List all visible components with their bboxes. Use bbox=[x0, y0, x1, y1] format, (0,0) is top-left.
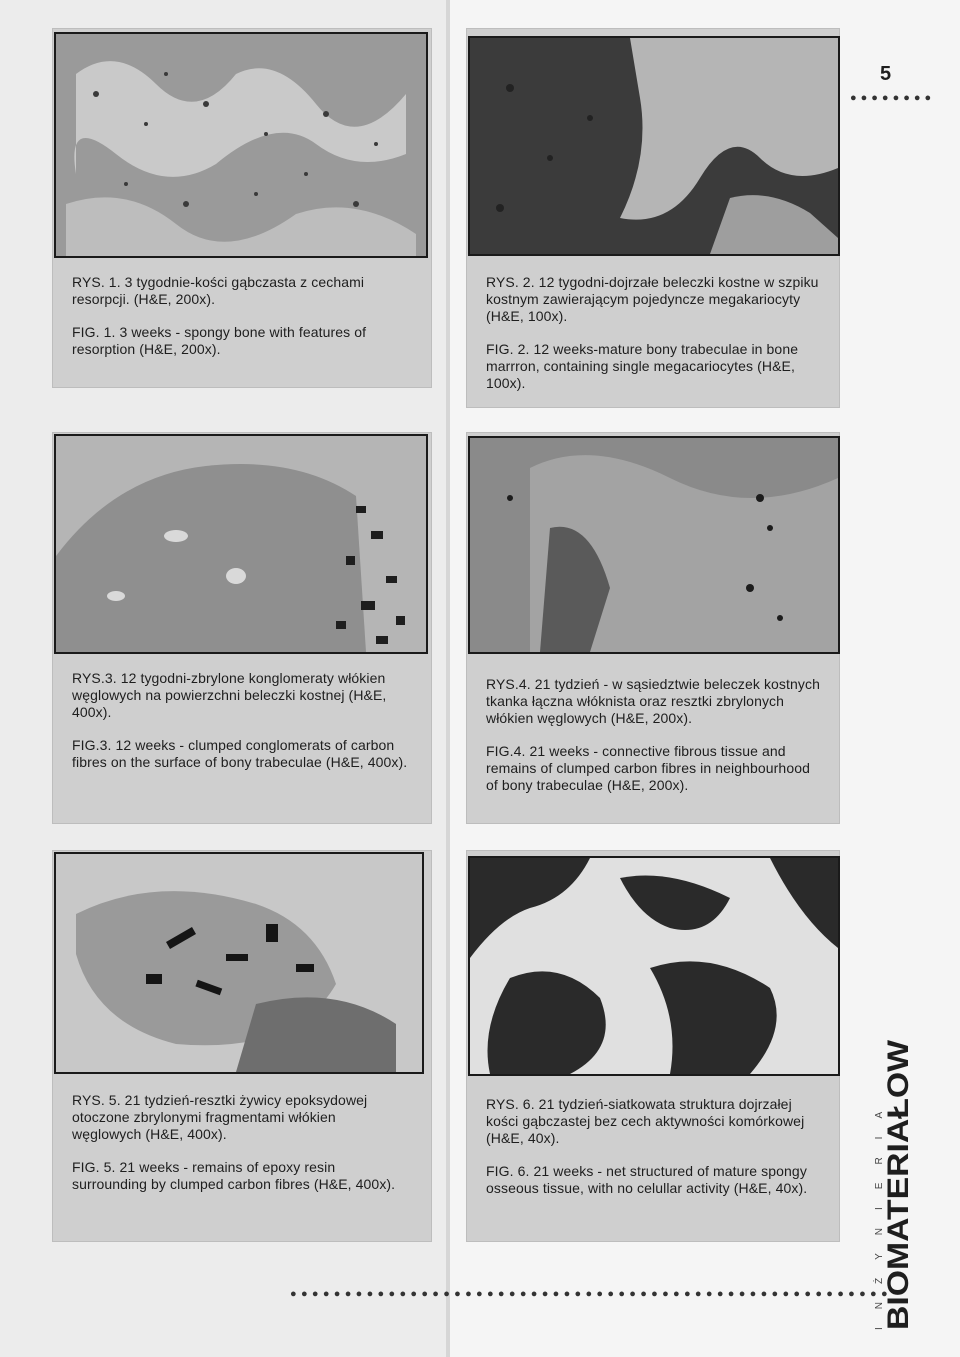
caption-fig1 bbox=[72, 274, 412, 374]
dot-rule-top: ●●●●●●●● bbox=[850, 92, 936, 104]
caption-fig5 bbox=[72, 1092, 408, 1209]
journal-brand bbox=[870, 1030, 930, 1330]
caption-fig2 bbox=[486, 274, 822, 408]
caption-fig5-pl: RYS. 5. 21 tydzień-resztki żywicy epoksydowej otoczone zbrylonymi fragmentami włókien węglowych (H&E, 400x). bbox=[72, 1092, 368, 1142]
caption-fig3-en: FIG.3. 12 weeks - clumped conglomerats of carbon fibres on the surface of bony trabeculae (H&E, 400x). bbox=[72, 737, 408, 770]
caption-fig6-pl: RYS. 6. 21 tydzień-siatkowata struktura dojrzałej kości gąbczastej bez cech aktywności komórkowej (H&E, 40x). bbox=[486, 1096, 805, 1146]
caption-fig6-en: FIG. 6. 21 weeks - net structured of mature spongy osseous tissue, with no celullar activity (H&E, 40x). bbox=[486, 1163, 808, 1196]
micrograph-fig1 bbox=[54, 32, 428, 258]
micrograph-fig3 bbox=[54, 434, 428, 654]
page-number: 5 bbox=[880, 63, 892, 85]
caption-fig4 bbox=[486, 676, 822, 810]
caption-fig1-en: FIG. 1. 3 weeks - spongy bone with features of resorption (H&E, 200x). bbox=[72, 324, 367, 357]
caption-fig6 bbox=[486, 1096, 822, 1213]
caption-fig4-en: FIG.4. 21 weeks - connective fibrous tissue and remains of clumped carbon fibres in neighbourhood of bony trabeculae (H&E, 200x). bbox=[486, 743, 810, 793]
page-fold bbox=[446, 0, 450, 1357]
micrograph-fig6 bbox=[468, 856, 840, 1076]
caption-fig1-pl: RYS. 1. 3 tygodnie-kości gąbczasta z cechami resorpcji. (H&E, 200x). bbox=[72, 274, 365, 307]
dot-rule-bottom: ●●●●●●●●●●●●●●●●●●●●●●●●●●●●●●●●●●●●●●●●●●●●●●●●●●●●●●● bbox=[290, 1288, 892, 1300]
brand-subtitle: INŻYNIERIA bbox=[874, 1093, 885, 1330]
caption-fig3-pl: RYS.3. 12 tygodni-zbrylone konglomeraty włókien węglowych na powierzchni beleczki kostnej (H&E, 400x). bbox=[72, 670, 387, 720]
caption-fig2-pl: RYS. 2. 12 tygodni-dojrzałe beleczki kostne w szpiku kostnym zawierającym pojedyncze megakariocyty (H&E, 100x). bbox=[486, 274, 819, 324]
caption-fig5-en: FIG. 5. 21 weeks - remains of epoxy resin surrounding by clumped carbon fibres (H&E, 400x). bbox=[72, 1159, 396, 1192]
caption-fig3 bbox=[72, 670, 412, 787]
caption-fig4-pl: RYS.4. 21 tydzień - w sąsiedztwie beleczek kostnych tkanka łączna włóknista oraz resztki zbrylonych włókien węglowych (H&E, 200x). bbox=[486, 676, 820, 726]
micrograph-fig5 bbox=[54, 852, 424, 1074]
micrograph-fig4 bbox=[468, 436, 840, 654]
brand-word: BIOMATERIAŁOW bbox=[882, 1072, 915, 1330]
micrograph-fig2 bbox=[468, 36, 840, 256]
caption-fig2-en: FIG. 2. 12 weeks-mature bony trabeculae in bone marrron, containing single megacariocytes (H&E, 100x). bbox=[486, 341, 799, 391]
